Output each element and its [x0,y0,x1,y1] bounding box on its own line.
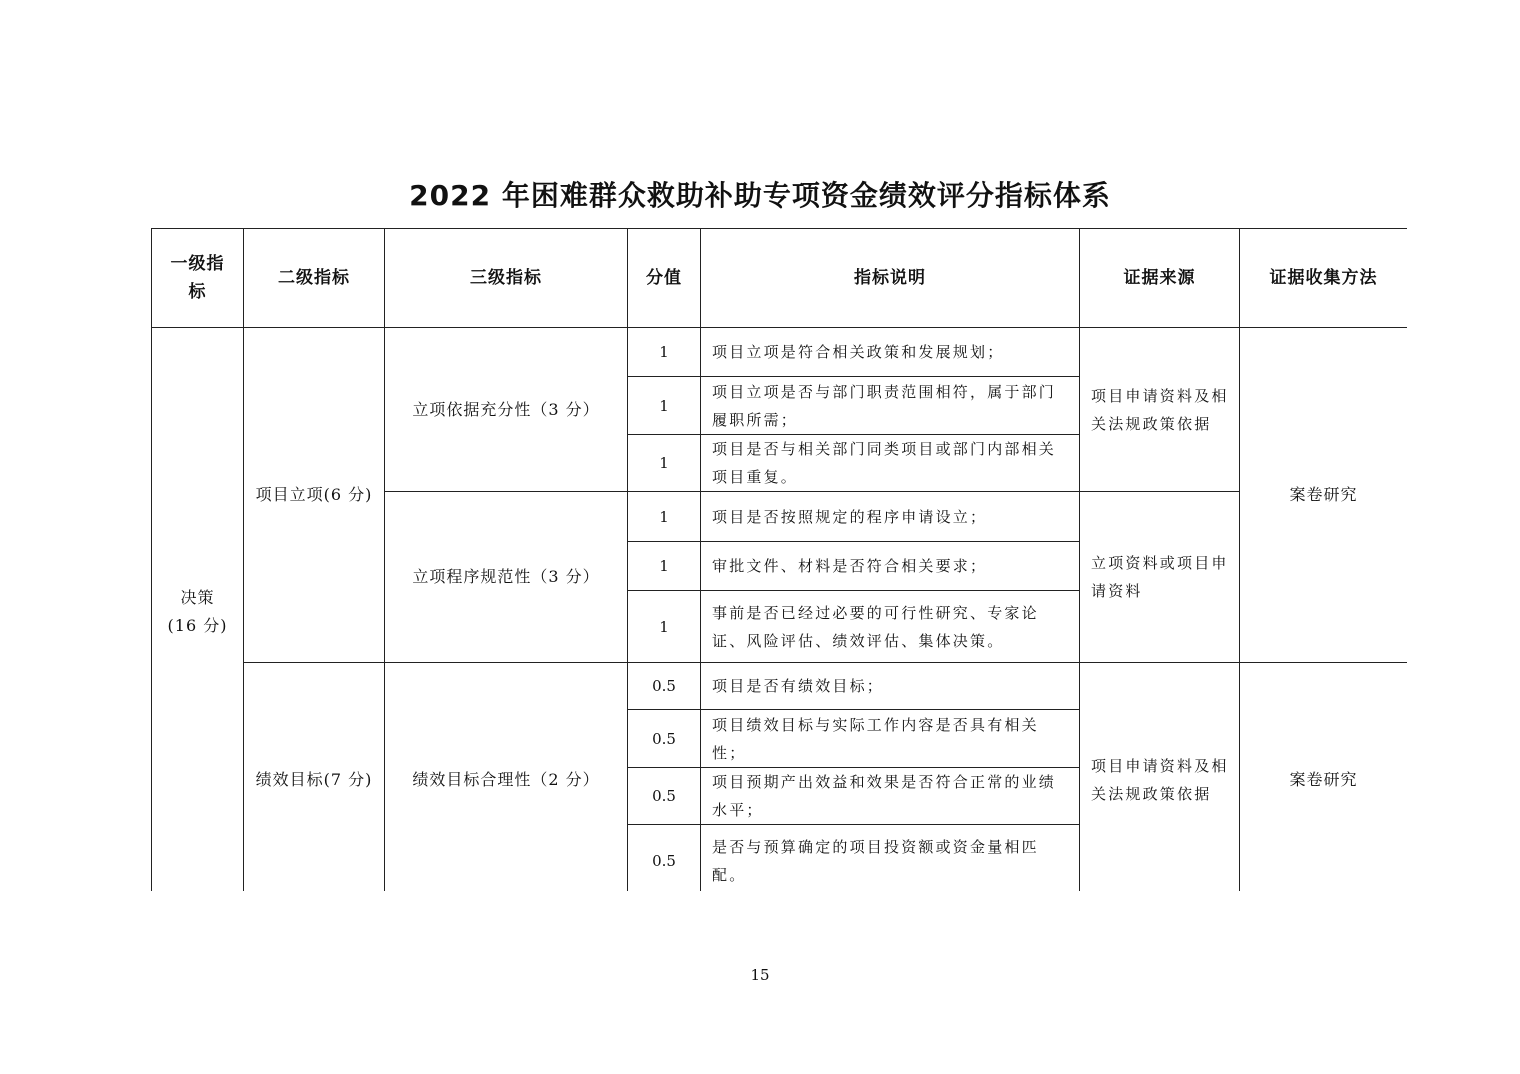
header-desc: 指标说明 [701,229,1080,328]
score-cell: 0.5 [628,768,701,825]
page-number: 15 [750,966,770,984]
header-method: 证据收集方法 [1240,229,1408,328]
lvl1-label: 决策 [180,588,215,608]
lvl2-cell: 项目立项(6 分) [244,328,385,663]
score-cell: 0.5 [628,710,701,768]
header-score: 分值 [628,229,701,328]
score-cell: 1 [628,492,701,542]
header-lvl2: 二级指标 [244,229,385,328]
desc-cell: 是否与预算确定的项目投资额或资金量相匹配。 [701,825,1080,892]
lvl3-cell: 绩效目标合理性（2 分） [385,663,628,892]
score-cell: 0.5 [628,663,701,710]
desc-cell: 项目是否按照规定的程序申请设立； [701,492,1080,542]
score-cell: 1 [628,435,701,492]
desc-cell: 项目立项是符合相关政策和发展规划； [701,328,1080,377]
score-cell: 0.5 [628,825,701,892]
desc-cell: 项目立项是否与部门职责范围相符，属于部门履职所需； [701,377,1080,435]
source-cell: 项目申请资料及相关法规政策依据 [1080,663,1240,892]
lvl3-cell: 立项程序规范性（3 分） [385,492,628,663]
table-row [152,663,1408,710]
document-title: 2022 年困难群众救助补助专项资金绩效评分指标体系 [409,179,1111,212]
table-row [152,328,1408,377]
source-cell: 项目申请资料及相关法规政策依据 [1080,328,1240,492]
score-cell: 1 [628,328,701,377]
lvl2-cell: 绩效目标(7 分) [244,663,385,892]
header-lvl3: 三级指标 [385,229,628,328]
method-cell: 案卷研究 [1240,328,1408,663]
score-cell: 1 [628,377,701,435]
desc-cell: 项目绩效目标与实际工作内容是否具有相关性； [701,710,1080,768]
desc-cell: 项目预期产出效益和效果是否符合正常的业绩水平； [701,768,1080,825]
source-cell: 立项资料或项目申请资料 [1080,492,1240,663]
indicator-table-container [151,228,1407,891]
desc-cell: 事前是否已经过必要的可行性研究、专家论证、风险评估、绩效评估、集体决策。 [701,591,1080,663]
header-row [152,229,1408,328]
method-cell: 案卷研究 [1240,663,1408,892]
lvl1-cell [152,328,244,892]
lvl1-points: (16 分) [167,616,228,636]
header-source: 证据来源 [1080,229,1240,328]
score-cell: 1 [628,591,701,663]
desc-cell: 项目是否与相关部门同类项目或部门内部相关项目重复。 [701,435,1080,492]
lvl3-cell: 立项依据充分性（3 分） [385,328,628,492]
desc-cell: 审批文件、材料是否符合相关要求； [701,542,1080,591]
header-lvl1: 一级指标 [152,229,244,328]
indicator-table [151,228,1407,891]
desc-cell: 项目是否有绩效目标； [701,663,1080,710]
score-cell: 1 [628,542,701,591]
